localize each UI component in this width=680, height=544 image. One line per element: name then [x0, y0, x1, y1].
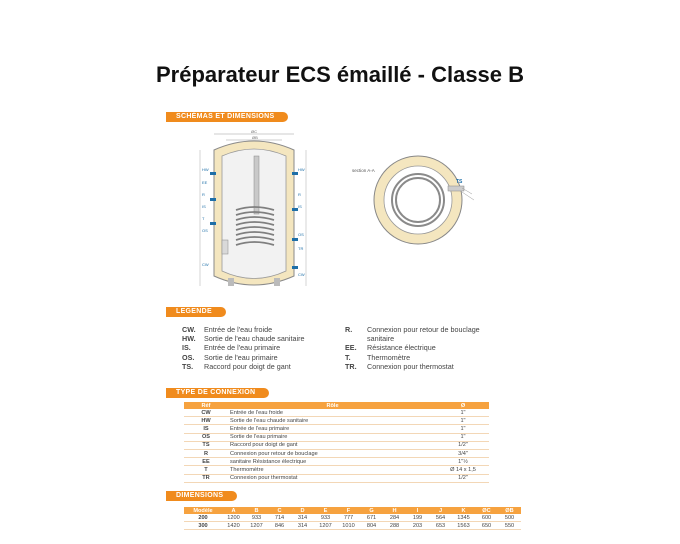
cell-role: Entrée de l'eau primaire — [228, 425, 437, 433]
legend-item — [345, 334, 480, 343]
cell-value: 1563 — [452, 522, 475, 530]
cell-value: 933 — [314, 514, 337, 522]
legend-text: Sortie de l'eau primaire — [204, 352, 278, 362]
column-header: Ø — [437, 402, 489, 409]
cell-role: sanitaire Résistance électrique — [228, 458, 437, 466]
legend-code: TR. — [345, 361, 357, 371]
cell-value: 284 — [383, 514, 406, 522]
column-header: Réf — [184, 402, 228, 409]
table-row — [184, 433, 489, 441]
left-label-r: R — [202, 192, 205, 197]
legend-item — [345, 362, 480, 371]
left-label-is: IS — [202, 204, 206, 209]
legend-text: Connexion pour retour de bouclage — [367, 325, 480, 334]
cell-ref: TS — [184, 441, 228, 449]
cell-role: Connexion pour thermostat — [228, 474, 437, 482]
column-header: F — [337, 507, 360, 514]
cell-diameter: 1" — [437, 409, 489, 417]
cell-value: 846 — [268, 522, 291, 530]
legend-code: HW. — [182, 334, 196, 344]
column-header: I — [406, 507, 429, 514]
legend-code: OS. — [182, 352, 195, 362]
table-header-row — [184, 402, 489, 409]
cell-role: Sortie de l'eau primaire — [228, 433, 437, 441]
table-row — [184, 458, 489, 466]
legend-item — [182, 343, 304, 352]
cell-value: 564 — [429, 514, 452, 522]
cell-diameter: 3/4" — [437, 449, 489, 457]
cell-value: 314 — [291, 514, 314, 522]
cell-value: 600 — [475, 514, 498, 522]
column-header: G — [360, 507, 383, 514]
table-row — [184, 466, 489, 474]
cell-ref: HW — [184, 417, 228, 425]
cell-diameter: 1" — [437, 425, 489, 433]
cell-ref: TR — [184, 474, 228, 482]
right-label-hw: HW — [298, 167, 305, 172]
column-header: C — [268, 507, 291, 514]
section-aa-label: section A-A — [352, 168, 375, 173]
right-label-is: IS — [298, 204, 302, 209]
table-row — [184, 417, 489, 425]
table-header-row — [184, 507, 521, 514]
cell-value: 1207 — [314, 522, 337, 530]
cell-role: Raccord pour doigt de gant — [228, 441, 437, 449]
column-header: J — [429, 507, 452, 514]
cell-role: Sortie de l'eau chaude sanitaire — [228, 417, 437, 425]
cell-value: 199 — [406, 514, 429, 522]
cell-diameter: 1" — [437, 417, 489, 425]
right-label-tr: TR — [298, 246, 304, 251]
page-title: Préparateur ECS émaillé - Classe B — [155, 62, 525, 87]
cell-value: 804 — [360, 522, 383, 530]
cell-model: 200 — [184, 514, 222, 522]
left-label-hw: HW — [202, 167, 209, 172]
cell-value: 777 — [337, 514, 360, 522]
cell-value: 288 — [383, 522, 406, 530]
cell-value: 314 — [291, 522, 314, 530]
cell-value: 203 — [406, 522, 429, 530]
legend-item — [182, 353, 304, 362]
legend-code — [345, 334, 367, 343]
section-tab-dimensions: DIMENSIONS — [166, 491, 237, 501]
legend-text: Thermomètre — [367, 352, 411, 362]
right-label-cw: CW — [298, 272, 305, 277]
legend-item — [345, 325, 480, 334]
legend-text: sanitaire — [367, 334, 395, 344]
table-row — [184, 514, 521, 522]
legend-text: Entrée de l'eau primaire — [204, 343, 281, 353]
column-header: ØB — [498, 507, 521, 514]
legend-text: Sortie de l'eau chaude sanitaire — [204, 334, 305, 344]
left-label-cw: CW — [202, 262, 209, 267]
cell-diameter: 1" — [437, 433, 489, 441]
legend-text: Résistance électrique — [367, 343, 436, 353]
legend-code: R. — [345, 325, 353, 334]
table-row — [184, 474, 489, 482]
connexion-table — [184, 402, 489, 483]
column-header: D — [291, 507, 314, 514]
cell-value: 714 — [268, 514, 291, 522]
cell-diameter: 1"½ — [437, 458, 489, 466]
cell-value: 500 — [498, 514, 521, 522]
left-label-ee: EE — [202, 180, 208, 185]
legend-item — [345, 343, 480, 352]
legend-item — [182, 362, 304, 371]
table-row — [184, 409, 489, 417]
cell-value: 933 — [245, 514, 268, 522]
cell-value: 1345 — [452, 514, 475, 522]
legend-right — [345, 325, 480, 371]
column-header: Rôle — [228, 402, 437, 409]
section-aa-diagram — [350, 150, 500, 260]
cell-ref: OS — [184, 433, 228, 441]
cell-diameter: Ø 14 x 1,5 — [437, 466, 489, 474]
cell-ref: T — [184, 466, 228, 474]
cell-ref: EE — [184, 458, 228, 466]
cell-value: 653 — [429, 522, 452, 530]
column-header: K — [452, 507, 475, 514]
column-header: E — [314, 507, 337, 514]
legend-code: IS. — [182, 343, 191, 353]
column-header: B — [245, 507, 268, 514]
legend-code: EE. — [345, 343, 357, 353]
legend-item — [182, 334, 304, 343]
section-tab-connexion: TYPE DE CONNEXION — [166, 388, 269, 398]
table-row — [184, 425, 489, 433]
table-row — [184, 441, 489, 449]
dimensions-table — [184, 507, 521, 530]
column-header: A — [222, 507, 245, 514]
right-label-os: OS — [298, 232, 304, 237]
cell-value: 1200 — [222, 514, 245, 522]
cell-value: 1420 — [222, 522, 245, 530]
section-tab-schemas: SCHÉMAS ET DIMENSIONS — [166, 112, 288, 122]
column-header: Modèle — [184, 507, 222, 514]
table-row — [184, 522, 521, 530]
tank-diagram — [176, 126, 326, 296]
right-label-r: R — [298, 192, 301, 197]
cell-ref: CW — [184, 409, 228, 417]
cell-value: 650 — [475, 522, 498, 530]
legend-item — [345, 353, 480, 362]
section-tab-legende: LEGENDE — [166, 307, 226, 317]
legend-text: Entrée de l'eau froide — [204, 325, 273, 334]
cell-value: 1010 — [337, 522, 360, 530]
legend-text: Connexion pour thermostat — [367, 361, 454, 371]
cell-role: Entrée de l'eau froide — [228, 409, 437, 417]
cell-value: 671 — [360, 514, 383, 522]
column-header: H — [383, 507, 406, 514]
cell-ref: R — [184, 449, 228, 457]
dim-label-oc: ØC — [251, 129, 257, 134]
cell-model: 300 — [184, 522, 222, 530]
legend-code: CW. — [182, 325, 196, 334]
cell-diameter: 1/2" — [437, 474, 489, 482]
legend-left — [182, 325, 304, 371]
legend-text: Raccord pour doigt de gant — [204, 361, 291, 371]
cell-ref: IS — [184, 425, 228, 433]
cell-diameter: 1/2" — [437, 441, 489, 449]
legend-item — [182, 325, 304, 334]
cell-value: 550 — [498, 522, 521, 530]
cell-value: 1207 — [245, 522, 268, 530]
cell-role: Thermomètre — [228, 466, 437, 474]
cell-role: Connexion pour retour de bouclage — [228, 449, 437, 457]
left-label-t: T — [202, 216, 205, 221]
table-row — [184, 449, 489, 457]
left-label-os: OS — [202, 228, 208, 233]
legend-code: TS. — [182, 361, 194, 371]
legend-code: T. — [345, 352, 351, 362]
dim-label-ob: ØB — [252, 135, 258, 140]
ts-label: TS — [456, 179, 463, 185]
column-header: ØC — [475, 507, 498, 514]
